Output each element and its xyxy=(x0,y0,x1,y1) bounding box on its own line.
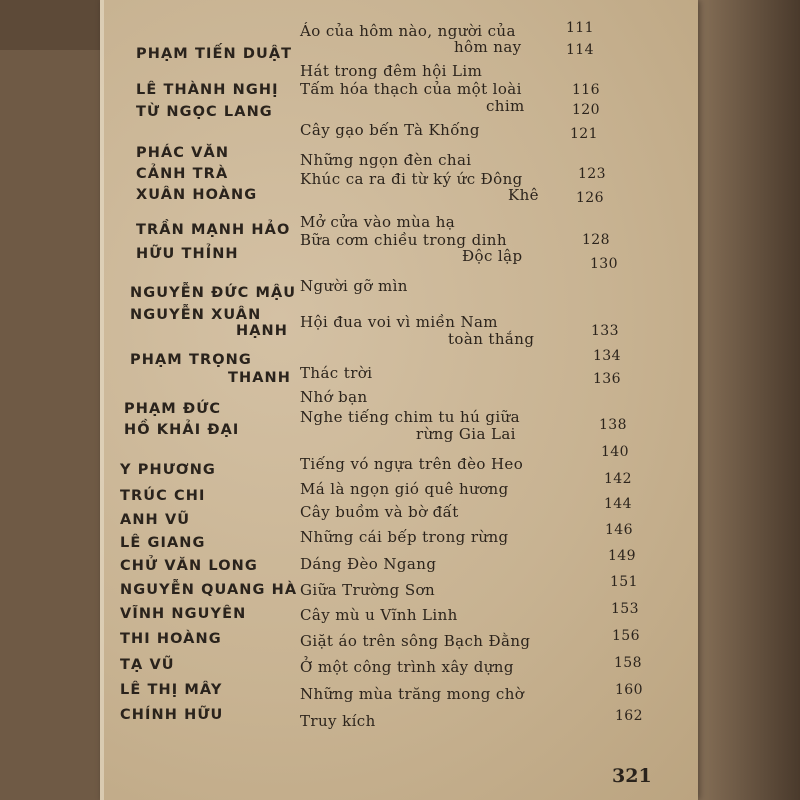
author-name: NGUYỄN XUÂN xyxy=(130,307,262,323)
poem-title: Cây buồm và bờ đất xyxy=(300,503,459,521)
author-name: PHẠM TRỌNG xyxy=(130,352,252,368)
page-ref: 144 xyxy=(604,496,632,512)
author-name: ANH VŨ xyxy=(120,512,191,528)
author-name: HỒ KHẢI ĐẠI xyxy=(124,422,240,438)
poem-title: Hát trong đêm hội Lim xyxy=(300,62,483,80)
page-ref: 134 xyxy=(593,348,621,364)
page-ref: 162 xyxy=(615,708,643,724)
poem-title: Những cái bếp trong rừng xyxy=(300,528,509,546)
poem-title: Dáng Đèo Ngang xyxy=(300,555,437,573)
page-ref: 160 xyxy=(615,682,643,698)
poem-title: Độc lập xyxy=(462,247,523,265)
poem-title: rừng Gia Lai xyxy=(416,425,516,443)
author-name: HỮU THỈNH xyxy=(136,246,239,262)
poem-title: Thác trời xyxy=(300,364,373,382)
page-ref: 111 xyxy=(566,20,594,36)
author-name: XUÂN HOÀNG xyxy=(136,187,258,203)
page-ref: 114 xyxy=(566,42,594,58)
book-page xyxy=(100,0,698,800)
author-name: PHÁC VĂN xyxy=(136,145,230,161)
poem-title: Tấm hóa thạch của một loài xyxy=(300,80,522,98)
page-ref: 151 xyxy=(610,574,638,590)
page-number: 321 xyxy=(612,765,652,787)
poem-title: Nhớ bạn xyxy=(300,388,368,406)
poem-title: Giặt áo trên sông Bạch Đằng xyxy=(300,632,531,650)
page-ref: 128 xyxy=(582,232,610,248)
author-name: LÊ THÀNH NGHỊ xyxy=(136,82,279,98)
page-ref: 121 xyxy=(570,126,598,142)
author-name: CẢNH TRÀ xyxy=(136,166,229,182)
page-ref: 158 xyxy=(614,655,642,671)
author-name: THANH xyxy=(228,370,292,386)
author-name: Y PHƯƠNG xyxy=(120,462,216,478)
poem-title: chim xyxy=(486,97,525,115)
poem-title: toàn thắng xyxy=(448,330,535,348)
author-name: THI HOÀNG xyxy=(120,631,222,647)
page-ref: 116 xyxy=(572,82,600,98)
page-ref: 120 xyxy=(572,102,600,118)
poem-title: Những mùa trăng mong chờ xyxy=(300,685,525,703)
page-ref: 140 xyxy=(601,444,629,460)
poem-title: Truy kích xyxy=(300,712,376,730)
poem-title: Má là ngọn gió quê hương xyxy=(300,480,509,498)
poem-title: Hội đua voi vì miền Nam xyxy=(300,313,498,331)
author-name: LÊ GIANG xyxy=(120,535,206,551)
page-ref: 126 xyxy=(576,190,604,206)
author-name: PHẠM ĐỨC xyxy=(124,401,222,417)
poem-title: Nghe tiếng chim tu hú giữa xyxy=(300,408,520,426)
poem-title: Cây gạo bến Tà Khống xyxy=(300,121,480,139)
poem-title: Bữa cơm chiều trong dinh xyxy=(300,231,507,249)
author-name: CHÍNH HỮU xyxy=(120,707,224,723)
author-name: PHẠM TIẾN DUẬT xyxy=(136,46,293,62)
poem-title: Ở một công trình xây dựng xyxy=(300,658,514,676)
page-ref: 130 xyxy=(590,256,618,272)
author-name: LÊ THỊ MÂY xyxy=(120,682,223,698)
page-edge xyxy=(100,0,104,800)
page-ref: 156 xyxy=(612,628,640,644)
poem-title: Mở cửa vào mùa hạ xyxy=(300,213,456,231)
author-name: HẠNH xyxy=(236,323,289,339)
poem-title: Giữa Trường Sơn xyxy=(300,581,436,599)
poem-title: Khê xyxy=(508,186,539,204)
poem-title: Những ngọn đèn chai xyxy=(300,151,472,169)
page-ref: 153 xyxy=(611,601,639,617)
author-name: CHỬ VĂN LONG xyxy=(120,558,258,574)
page-ref: 142 xyxy=(604,471,632,487)
page-ref: 123 xyxy=(578,166,606,182)
author-name: VĨNH NGUYÊN xyxy=(120,606,247,622)
page-ref: 149 xyxy=(608,548,636,564)
background-right xyxy=(690,0,800,800)
poem-title: Cây mù u Vĩnh Linh xyxy=(300,606,458,624)
page-ref: 138 xyxy=(599,417,627,433)
poem-title: Áo của hôm nào, người của xyxy=(300,22,516,40)
page-ref: 136 xyxy=(593,371,621,387)
poem-title: Người gỡ mìn xyxy=(300,277,408,295)
author-name: TRÚC CHI xyxy=(120,488,206,504)
author-name: NGUYỄN QUANG HÀ xyxy=(120,582,298,598)
author-name: NGUYỄN ĐỨC MẬU xyxy=(130,285,297,301)
author-name: TỪ NGỌC LANG xyxy=(136,104,273,120)
author-name: TẠ VŨ xyxy=(120,657,175,673)
author-name: TRẦN MẠNH HẢO xyxy=(136,222,291,238)
page-ref: 146 xyxy=(605,522,633,538)
page-ref: 133 xyxy=(591,323,619,339)
poem-title: Tiếng vó ngựa trên đèo Heo xyxy=(300,455,524,473)
poem-title: Khúc ca ra đi từ ký ức Đông xyxy=(300,170,523,188)
poem-title: hôm nay xyxy=(454,38,522,56)
